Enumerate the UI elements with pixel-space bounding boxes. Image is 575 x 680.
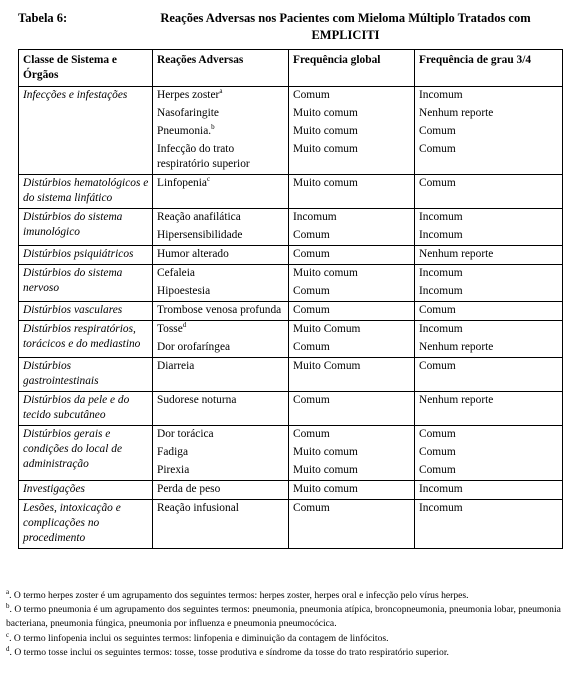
header-overall-frequency: Frequência global (289, 50, 415, 87)
system-organ-class-cell: Distúrbios gastrointestinais (19, 358, 153, 392)
adverse-reaction-name: Pneumonia. (157, 125, 212, 137)
overall-frequency-cell: Muito comum (289, 462, 415, 481)
adverse-reaction-name: Cefaleia (157, 267, 195, 279)
footnote-text: O termo linfopenia inclui os seguintes termos: linfopenia e diminuição da contagem de linfócitos. (13, 632, 389, 644)
adverse-reaction-cell (153, 358, 289, 392)
system-organ-class-cell: Distúrbios da pele e do tecido subcutâneo (19, 392, 153, 426)
adverse-reaction-name: Reação infusional (157, 502, 239, 514)
grade-3-4-frequency-cell: Comum (415, 141, 563, 175)
table-label: Tabela 6: (18, 11, 68, 25)
adverse-reaction-cell (153, 265, 289, 284)
table-row (19, 175, 563, 209)
table-row (19, 265, 563, 284)
overall-frequency-cell: Comum (289, 283, 415, 302)
header-grade-3-4-frequency: Frequência de grau 3/4 (415, 50, 563, 87)
footnote-dot: . (9, 604, 12, 616)
grade-3-4-frequency-cell: Comum (415, 302, 563, 321)
grade-3-4-frequency-cell: Comum (415, 175, 563, 209)
adverse-reaction-cell (153, 209, 289, 228)
system-organ-class-cell: Distúrbios do sistema nervoso (19, 265, 153, 302)
adverse-reaction-name: Fadiga (157, 446, 189, 458)
footnote-marker: d (182, 321, 187, 330)
adverse-reaction-cell (153, 339, 289, 358)
system-organ-class-cell: Distúrbios psiquiátricos (19, 246, 153, 265)
adverse-reactions-table (18, 49, 563, 549)
footnote (6, 632, 566, 646)
system-organ-class-cell: Distúrbios vasculares (19, 302, 153, 321)
adverse-reaction-cell (153, 175, 289, 209)
adverse-reaction-cell (153, 426, 289, 445)
system-organ-class-cell: Distúrbios hematológicos e do sistema linfático (19, 175, 153, 209)
footnote-dot: . (9, 646, 12, 658)
adverse-reaction-name: Infecção do trato respiratório superior (157, 143, 250, 170)
adverse-reaction-cell (153, 392, 289, 426)
grade-3-4-frequency-cell: Comum (415, 123, 563, 141)
grade-3-4-frequency-cell: Nenhum reporte (415, 246, 563, 265)
table-row (19, 481, 563, 500)
overall-frequency-cell: Comum (289, 426, 415, 445)
table-row (19, 246, 563, 265)
adverse-reaction-cell (153, 500, 289, 549)
overall-frequency-cell: Comum (289, 87, 415, 106)
footnote-mark: d (6, 644, 10, 653)
system-organ-class-cell: Distúrbios respiratórios, torácicos e do mediastino (19, 321, 153, 358)
overall-frequency-cell: Comum (289, 392, 415, 426)
adverse-reaction-cell (153, 283, 289, 302)
table-title: Reações Adversas nos Pacientes com Mieloma Múltiplo Tratados com EMPLICITI (160, 11, 531, 42)
grade-3-4-frequency-cell: Comum (415, 358, 563, 392)
table-header-row (19, 50, 563, 87)
footnote-text: O termo tosse inclui os seguintes termos: tosse, tosse produtiva e síndrome da tosse do trato respiratório superior. (14, 646, 449, 658)
adverse-reaction-name: Hipersensibilidade (157, 229, 243, 241)
adverse-reaction-name: Dor torácica (157, 428, 214, 440)
adverse-reaction-name: Humor alterado (157, 248, 229, 260)
adverse-reaction-name: Dor orofaríngea (157, 341, 231, 353)
table-row (19, 209, 563, 228)
header-adverse-reactions: Reações Adversas (153, 50, 289, 87)
footnote-text: O termo pneumonia é um agrupamento dos seguintes termos: pneumonia, pneumonia atípica, broncopneumonia, pneumonia lobar, pneumonia bacteriana, pneumonia fúngica, pneumonia por influenza e pneumonia pneumocócica. (6, 604, 561, 630)
grade-3-4-frequency-cell: Comum (415, 462, 563, 481)
table-row (19, 392, 563, 426)
system-organ-class-cell: Lesões, intoxicação e complicações no procedimento (19, 500, 153, 549)
adverse-reaction-name: Perda de peso (157, 483, 221, 495)
grade-3-4-frequency-cell: Nenhum reporte (415, 392, 563, 426)
header-system-organ-class: Classe de Sistema e Órgãos (19, 50, 153, 87)
table-row (19, 358, 563, 392)
overall-frequency-cell: Comum (289, 500, 415, 549)
table-row (19, 321, 563, 340)
overall-frequency-cell: Muito comum (289, 123, 415, 141)
table-body (19, 87, 563, 549)
system-organ-class-cell: Distúrbios do sistema imunológico (19, 209, 153, 246)
overall-frequency-cell: Muito comum (289, 444, 415, 462)
grade-3-4-frequency-cell: Comum (415, 444, 563, 462)
overall-frequency-cell: Incomum (289, 209, 415, 228)
overall-frequency-cell: Muito comum (289, 141, 415, 175)
adverse-reaction-cell (153, 462, 289, 481)
overall-frequency-cell: Comum (289, 302, 415, 321)
adverse-reaction-name: Herpes zoster (157, 89, 220, 101)
adverse-reaction-name: Tosse (157, 323, 183, 335)
adverse-reaction-name: Sudorese noturna (157, 394, 237, 406)
footnote-mark: a (6, 587, 10, 596)
grade-3-4-frequency-cell: Incomum (415, 87, 563, 106)
overall-frequency-cell: Comum (289, 339, 415, 358)
grade-3-4-frequency-cell: Incomum (415, 265, 563, 284)
grade-3-4-frequency-cell: Nenhum reporte (415, 339, 563, 358)
footnote-mark: c (6, 630, 10, 639)
footnote-text: O termo herpes zoster é um agrupamento dos seguintes termos: herpes zoster, herpes oral e infecção pelo vírus herpes. (13, 590, 469, 601)
footnote-marker: c (206, 175, 211, 184)
footnote (6, 603, 566, 631)
grade-3-4-frequency-cell: Incomum (415, 500, 563, 549)
adverse-reaction-name: Linfopenia (157, 177, 207, 189)
overall-frequency-cell: Muito Comum (289, 321, 415, 340)
footnotes (6, 589, 566, 660)
footnote-marker: a (219, 87, 223, 96)
footnote-dot: . (9, 590, 12, 601)
adverse-reaction-name: Diarreia (157, 360, 195, 372)
grade-3-4-frequency-cell: Nenhum reporte (415, 105, 563, 123)
overall-frequency-cell: Muito comum (289, 481, 415, 500)
adverse-reaction-cell (153, 246, 289, 265)
adverse-reaction-cell (153, 87, 289, 106)
adverse-reaction-name: Reação anafilática (157, 211, 241, 223)
grade-3-4-frequency-cell: Incomum (415, 283, 563, 302)
footnote (6, 646, 566, 660)
adverse-reaction-name: Hipoestesia (157, 285, 211, 297)
overall-frequency-cell: Muito comum (289, 105, 415, 123)
footnote-dot: . (9, 632, 12, 644)
grade-3-4-frequency-cell: Incomum (415, 227, 563, 246)
system-organ-class-cell: Infecções e infestações (19, 87, 153, 175)
overall-frequency-cell: Comum (289, 246, 415, 265)
adverse-reaction-cell (153, 321, 289, 340)
adverse-reaction-cell (153, 481, 289, 500)
system-organ-class-cell: Distúrbios gerais e condições do local de administração (19, 426, 153, 481)
adverse-reaction-cell (153, 227, 289, 246)
table-row (19, 87, 563, 106)
table-row (19, 426, 563, 445)
table-row (19, 302, 563, 321)
adverse-reaction-cell (153, 302, 289, 321)
overall-frequency-cell: Comum (289, 227, 415, 246)
footnote-mark: b (6, 602, 10, 611)
grade-3-4-frequency-cell: Comum (415, 426, 563, 445)
overall-frequency-cell: Muito comum (289, 175, 415, 209)
grade-3-4-frequency-cell: Incomum (415, 209, 563, 228)
grade-3-4-frequency-cell: Incomum (415, 481, 563, 500)
adverse-reaction-cell (153, 123, 289, 141)
adverse-reaction-cell (153, 141, 289, 175)
grade-3-4-frequency-cell: Incomum (415, 321, 563, 340)
adverse-reaction-name: Pirexia (157, 464, 190, 476)
adverse-reaction-name: Nasofaringite (157, 107, 219, 119)
adverse-reaction-cell (153, 444, 289, 462)
adverse-reaction-name: Trombose venosa profunda (157, 304, 282, 316)
table-row (19, 500, 563, 549)
overall-frequency-cell: Muito Comum (289, 358, 415, 392)
footnote (6, 589, 566, 603)
footnote-marker: b (211, 123, 215, 132)
overall-frequency-cell: Muito comum (289, 265, 415, 284)
system-organ-class-cell: Investigações (19, 481, 153, 500)
adverse-reaction-cell (153, 105, 289, 123)
